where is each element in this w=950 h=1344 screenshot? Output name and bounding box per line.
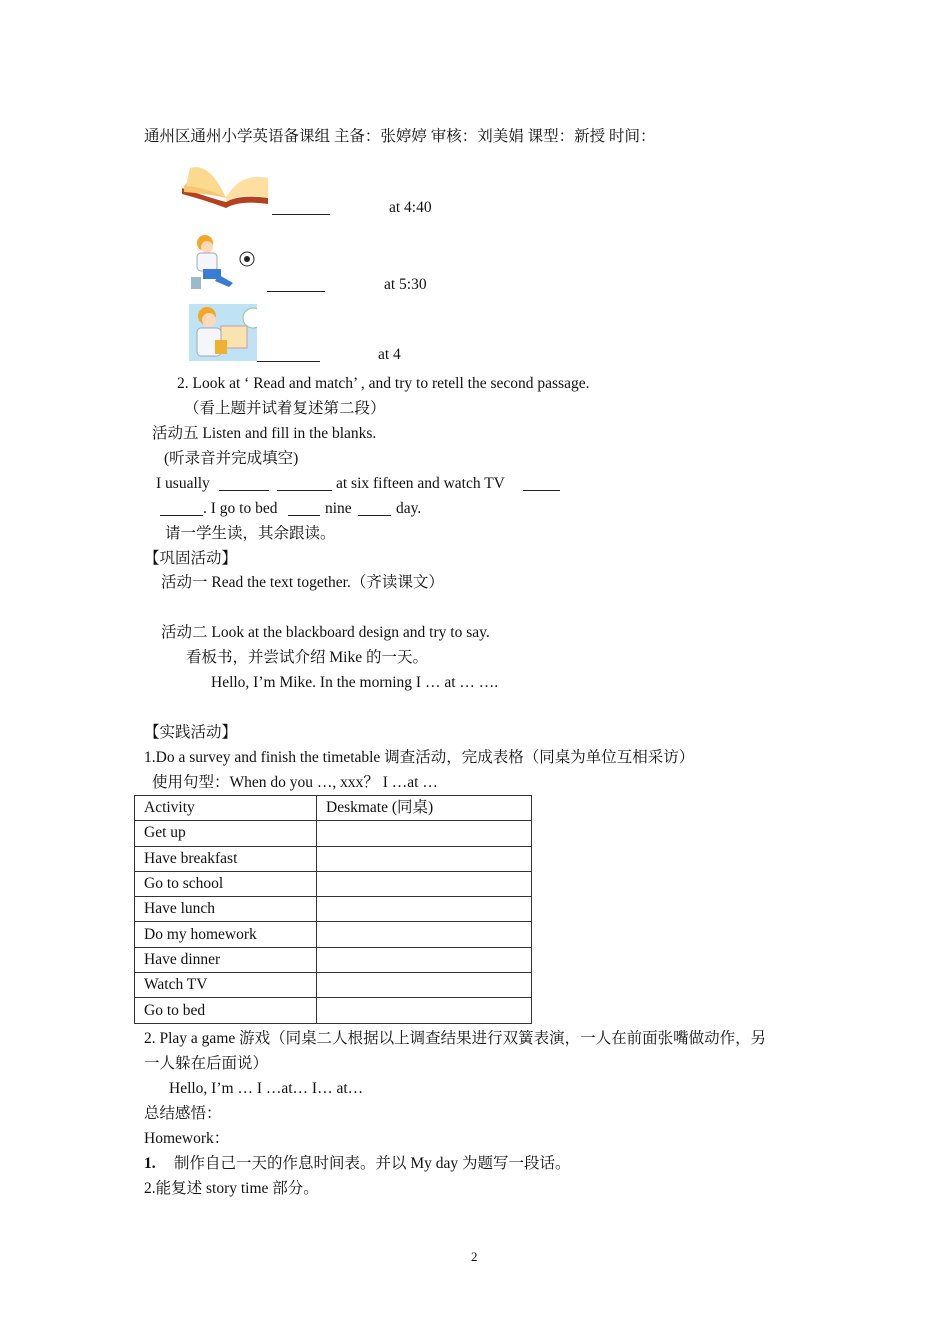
read-instruction: 请一学生读，其余跟读。 [165, 525, 336, 542]
homework-label: Homework： [144, 1130, 230, 1147]
retell-instruction-cn: （看上题并试着复述第二段） [184, 400, 386, 417]
fill-blank [219, 490, 269, 491]
game-model-sentence: Hello, I’m … I …at… I… at… [169, 1080, 364, 1097]
summary-label: 总结感悟： [144, 1105, 222, 1122]
activity-5-title: 活动五 Listen and fill in the blanks. [152, 425, 377, 442]
deskmate-cell[interactable] [317, 947, 532, 972]
game-instruction: 2. Play a game 游戏（同桌二人根据以上调查结果进行双簧表演，一人在前面张嘴做动作，另 [144, 1030, 767, 1047]
homework-1-number: 1. [144, 1155, 156, 1172]
activity-cell: Go to school [135, 871, 317, 896]
activity-cell: Have lunch [135, 897, 317, 922]
table-row [135, 922, 532, 947]
time-label: at 5:30 [384, 276, 427, 293]
fill-blank [358, 515, 391, 516]
open-book-icon [180, 158, 270, 208]
table-row [135, 998, 532, 1023]
consolidate-activity-2: 活动二 Look at the blackboard design and try to say. [161, 624, 490, 641]
table-header-row [135, 796, 532, 821]
retell-instruction: 2. Look at ‘ Read and match’ , and try to retell the second passage. [177, 375, 590, 392]
sentence-pattern: 使用句型：When do you …, xxx？ I …at … [152, 774, 438, 791]
fill-line-2-start: . I go to bed [203, 500, 278, 517]
deskmate-cell[interactable] [317, 821, 532, 846]
fill-line-2-mid: nine [325, 500, 352, 517]
table-row [135, 871, 532, 896]
survey-instruction: 1.Do a survey and finish the timetable 调查活动，完成表格（同桌为单位互相采访） [144, 749, 695, 766]
fill-line-1-mid: at six fifteen and watch TV [336, 475, 505, 492]
consolidate-model-sentence: Hello, I’m Mike. In the morning I … at … …. [211, 674, 499, 691]
deskmate-cell[interactable] [317, 922, 532, 947]
table-row [135, 897, 532, 922]
activity-cell: Get up [135, 821, 317, 846]
activity-cell: Go to bed [135, 998, 317, 1023]
fill-line-1-start: I usually [156, 475, 210, 492]
consolidate-activity-2-cn: 看板书，并尝试介绍 Mike 的一天。 [186, 649, 428, 666]
table-header: Deskmate (同桌) [317, 796, 532, 821]
boy-playing-football-icon [189, 233, 257, 291]
survey-table [134, 795, 532, 1024]
fill-blank [160, 515, 203, 516]
deskmate-cell[interactable] [317, 846, 532, 871]
answer-blank [272, 214, 330, 215]
table-header: Activity [135, 796, 317, 821]
activity-cell: Do my homework [135, 922, 317, 947]
page-number: 2 [471, 1249, 478, 1264]
time-label: at 4 [378, 346, 401, 363]
homework-2: 2.能复述 story time 部分。 [144, 1180, 319, 1197]
table-row [135, 947, 532, 972]
fill-blank [277, 490, 332, 491]
deskmate-cell[interactable] [317, 871, 532, 896]
deskmate-cell[interactable] [317, 998, 532, 1023]
fill-blank [288, 515, 320, 516]
activity-cell: Have breakfast [135, 846, 317, 871]
game-instruction-cont: 一人躲在后面说） [144, 1055, 269, 1072]
deskmate-cell[interactable] [317, 973, 532, 998]
document-header: 通州区通州小学英语备课组 主备：张婷婷 审核：刘美娟 课型：新授 时间： [144, 128, 656, 145]
table-row [135, 821, 532, 846]
table-row [135, 973, 532, 998]
homework-1: 制作自己一天的作息时间表。并以 My day 为题写一段话。 [174, 1155, 571, 1172]
section-consolidate: 【巩固活动】 [144, 550, 238, 567]
activity-5-cn: (听录音并完成填空) [164, 450, 299, 467]
activity-cell: Have dinner [135, 947, 317, 972]
table-row [135, 846, 532, 871]
fill-line-2-end: day. [396, 500, 422, 517]
deskmate-cell[interactable] [317, 897, 532, 922]
consolidate-activity-1: 活动一 Read the text together.（齐读课文） [161, 574, 444, 591]
fill-blank [523, 490, 560, 491]
time-label: at 4:40 [389, 199, 432, 216]
answer-blank [267, 291, 325, 292]
boy-going-home-icon [189, 304, 257, 361]
answer-blank [257, 361, 320, 362]
activity-cell: Watch TV [135, 973, 317, 998]
section-practice: 【实践活动】 [144, 724, 238, 741]
